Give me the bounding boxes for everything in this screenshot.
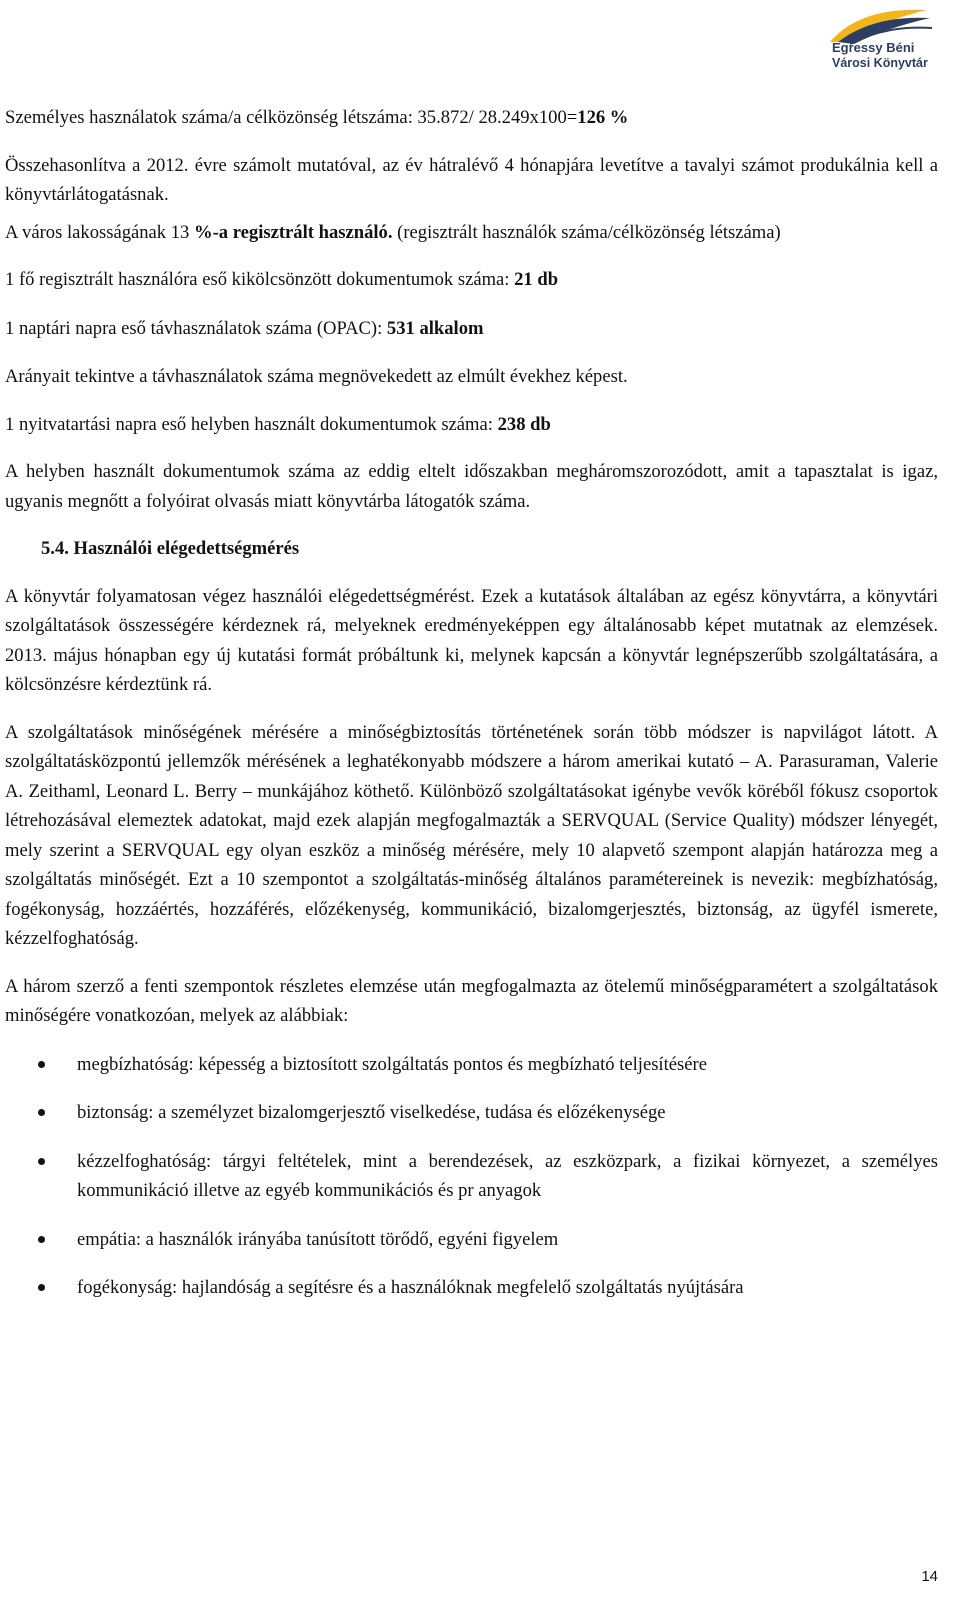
list-item	[5, 1273, 938, 1303]
quality-parameter-list	[5, 1050, 938, 1303]
list-item	[5, 1098, 938, 1128]
paragraph-servqual: A szolgáltatások minőségének mérésére a minőségbiztosítás történetének során több módszer is napvilágot látott. A szolgáltatásközpontú jellemzők mérésének a leghatékonyabb módszere a három amerikai kutató – A. Parasuraman, Valerie A. Zeithaml, Leonard L. Berry – munkájához köthető. Különböző szolgáltatásokat igénybe vevők köréből fókusz csoportok létrehozásával elemeztek adatokat, majd ezek alapján megfogalmazták a SERVQUAL (Service Quality) módszer lényegét, mely szerint a SERVQUAL egy olyan eszköz a minőség mérésére, mely 10 alapvető szempont alapján határozza meg a szolgáltatás minőségét. Ezt a 10 szempontot a szolgáltatás-minőség általános paramétereinek is nevezik: megbízhatóság, fogékonyság, hozzáértés, hozzáférés, előzékenység, kommunikáció, bizalomgerjesztés, biztonság, az ügyfél ismerete, kézzelfoghatóság.	[5, 721, 938, 949]
text: (regisztrált használók száma/célközönség létszáma)	[392, 221, 781, 243]
list-item	[5, 1147, 938, 1206]
bullet-icon	[38, 1109, 45, 1116]
list-item-text: empátia: a használók irányába tanúsított törődő, egyéni figyelem	[77, 1228, 559, 1250]
paragraph-personal-usage	[5, 103, 938, 133]
text: A város lakosságának 13	[5, 221, 194, 243]
text: Személyes használatok száma/a célközönség létszáma: 35.872/ 28.249x100=	[5, 107, 578, 128]
text: 1 nyitvatartási napra eső helyben használt dokumentumok száma:	[5, 413, 498, 435]
bold-value: 531 alkalom	[386, 317, 484, 339]
list-item-text: biztonság: a személyzet bizalomgerjesztő viselkedése, tudása és előzékenysége	[77, 1102, 666, 1123]
text: 1 naptári napra eső távhasználatok száma (OPAC):	[5, 317, 387, 339]
paragraph-comparison: Összehasonlítva a 2012. évre számolt mutatóval, az év hátralévő 4 hónapjára levetítve a tavalyi számot produkálnia kell a könyvtárlátogatásnak.	[5, 154, 938, 205]
logo-line-1: Egressy Béni	[832, 40, 915, 55]
paragraph-onsite-docs	[5, 410, 938, 440]
paragraph-satisfaction-survey: A könyvtár folyamatosan végez használói elégedettségmérést. Ezek a kutatások általában az egész könyvtárra, a könyvtári szolgáltatások összességére kérdeznek rá, melyeknek eredményeképpen egy általánosabb képet mutatnak az elemzések. 2013. május hónapban egy új kutatási formát próbáltunk ki, melynek kapcsán a könyvtár legnépszerűbb szolgáltatására, a kölcsönzésre kérdeztünk rá.	[5, 585, 938, 695]
list-item-text: megbízhatóság: képesség a biztosított szolgáltatás pontos és megbízható teljesítésére	[77, 1053, 707, 1075]
paragraph-remote-growth: Arányait tekintve a távhasználatok száma megnövekedett az elmúlt évekhez képest.	[5, 366, 628, 387]
bullet-icon	[38, 1236, 45, 1243]
text: 1 fő regisztrált használóra eső kikölcsönzött dokumentumok száma:	[5, 269, 515, 290]
list-item	[5, 1225, 938, 1255]
bullet-icon	[38, 1284, 45, 1291]
bold-value: 238 db	[497, 413, 551, 435]
bold-value: %-a regisztrált használó.	[194, 221, 393, 243]
document-body	[5, 103, 938, 1303]
logo-line-2: Városi Könyvtár	[832, 56, 928, 70]
library-logo	[792, 6, 942, 72]
paragraph-onsite-tripled: A helyben használt dokumentumok száma az eddig eltelt időszakban megháromszorozódott, amit a tapasztalat is igaz, ugyanis megnőtt a folyóirat olvasás miatt könyvtárba látogatók száma.	[5, 461, 938, 512]
bullet-icon	[38, 1061, 45, 1068]
paragraph-loans-per-user	[5, 265, 938, 295]
bullet-icon	[38, 1158, 45, 1165]
paragraph-remote-usage	[5, 314, 938, 344]
bold-value: 21 db	[514, 269, 559, 290]
list-item-text: fogékonyság: hajlandóság a segítésre és a használóknak megfelelő szolgáltatás nyújtására	[77, 1277, 744, 1298]
section-heading: 5.4. Használói elégedettségmérés	[41, 538, 300, 559]
paragraph-registered-users	[5, 218, 938, 248]
list-item-text: kézzelfoghatóság: tárgyi feltételek, mint a berendezések, az eszközpark, a fizikai környezet, a személyes kommunikáció illetve az egyéb kommunikációs és pr anyagok	[77, 1150, 938, 1201]
bold-value: 126 %	[577, 107, 629, 128]
paragraph-five-parameters: A három szerző a fenti szempontok részletes elemzése után megfogalmazta az ötelemű minőségparamétert a szolgáltatások minőségére vonatkozóan, melyek az alábbiak:	[5, 975, 938, 1026]
page-number: 14	[921, 1568, 938, 1585]
list-item	[5, 1050, 938, 1080]
